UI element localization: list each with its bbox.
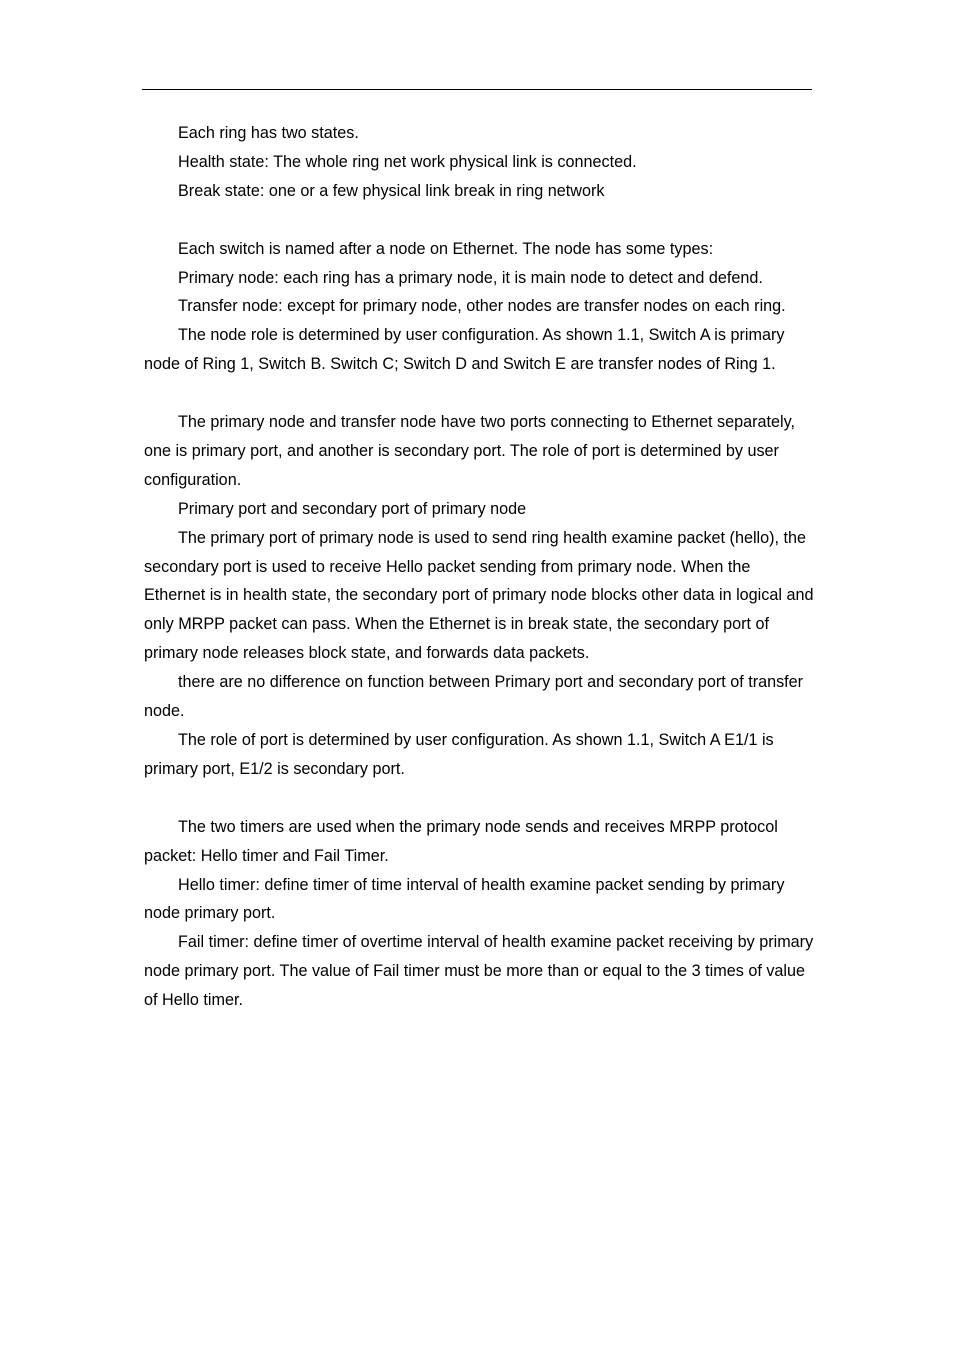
- paragraph-hello-timer: Hello timer: define timer of time interval of health examine packet sending by primary node primary port.: [144, 875, 785, 923]
- paragraph-fail-timer: Fail timer: define timer of overtime interval of health examine packet receiving by primary node primary port. The value of Fail timer must be more than or equal to the 3 times of value of Hello timer.: [144, 933, 814, 1010]
- paragraph-gap: [144, 379, 814, 408]
- paragraph-timers: The two timers are used when the primary node sends and receives MRPP protocol packet: Hello timer and Fail Timer.: [144, 817, 778, 865]
- paragraph-ports: The primary node and transfer node have two ports connecting to Ethernet separately, one is primary port, and another is secondary port. The role of port is determined by user configuration.: [144, 413, 795, 489]
- paragraph-node-types: Each switch is named after a node on Ethernet. The node has some types:: [178, 239, 714, 258]
- paragraph-transfer-port: there are no difference on function between Primary port and secondary port of transfer node.: [144, 673, 804, 721]
- paragraph-node-role: The node role is determined by user configuration. As shown 1.1, Switch A is primary node of Ring 1, Switch B. Switch C; Switch D and Switch E are transfer nodes of Ring 1.: [144, 326, 785, 374]
- paragraph-gap: [144, 784, 814, 813]
- paragraph-break-state: Break state: one or a few physical link break in ring network: [178, 181, 605, 200]
- document-body: [144, 119, 814, 1015]
- paragraph-primary-port-function: The primary port of primary node is used to send ring health examine packet (hello), the secondary port is used to receive Hello packet sending from primary node. When the Ethernet is in health state, the secondary port of primary node blocks other data in logical and only MRPP packet can pass. When the Ethernet is in break state, the secondary port of primary node releases block state, and forwards data packets.: [144, 528, 814, 663]
- paragraph-gap: [144, 206, 814, 235]
- header-rule: [142, 89, 812, 90]
- paragraph-primary-secondary-port: Primary port and secondary port of primary node: [178, 499, 527, 518]
- paragraph-port-role: The role of port is determined by user configuration. As shown 1.1, Switch A E1/1 is primary port, E1/2 is secondary port.: [144, 731, 774, 778]
- paragraph-ring-states: Each ring has two states.: [178, 124, 359, 142]
- paragraph-health-state: Health state: The whole ring net work physical link is connected.: [178, 152, 637, 171]
- paragraph-transfer-node: Transfer node: except for primary node, other nodes are transfer nodes on each ring.: [178, 297, 786, 316]
- paragraph-primary-node: Primary node: each ring has a primary node, it is main node to detect and defend.: [178, 268, 763, 287]
